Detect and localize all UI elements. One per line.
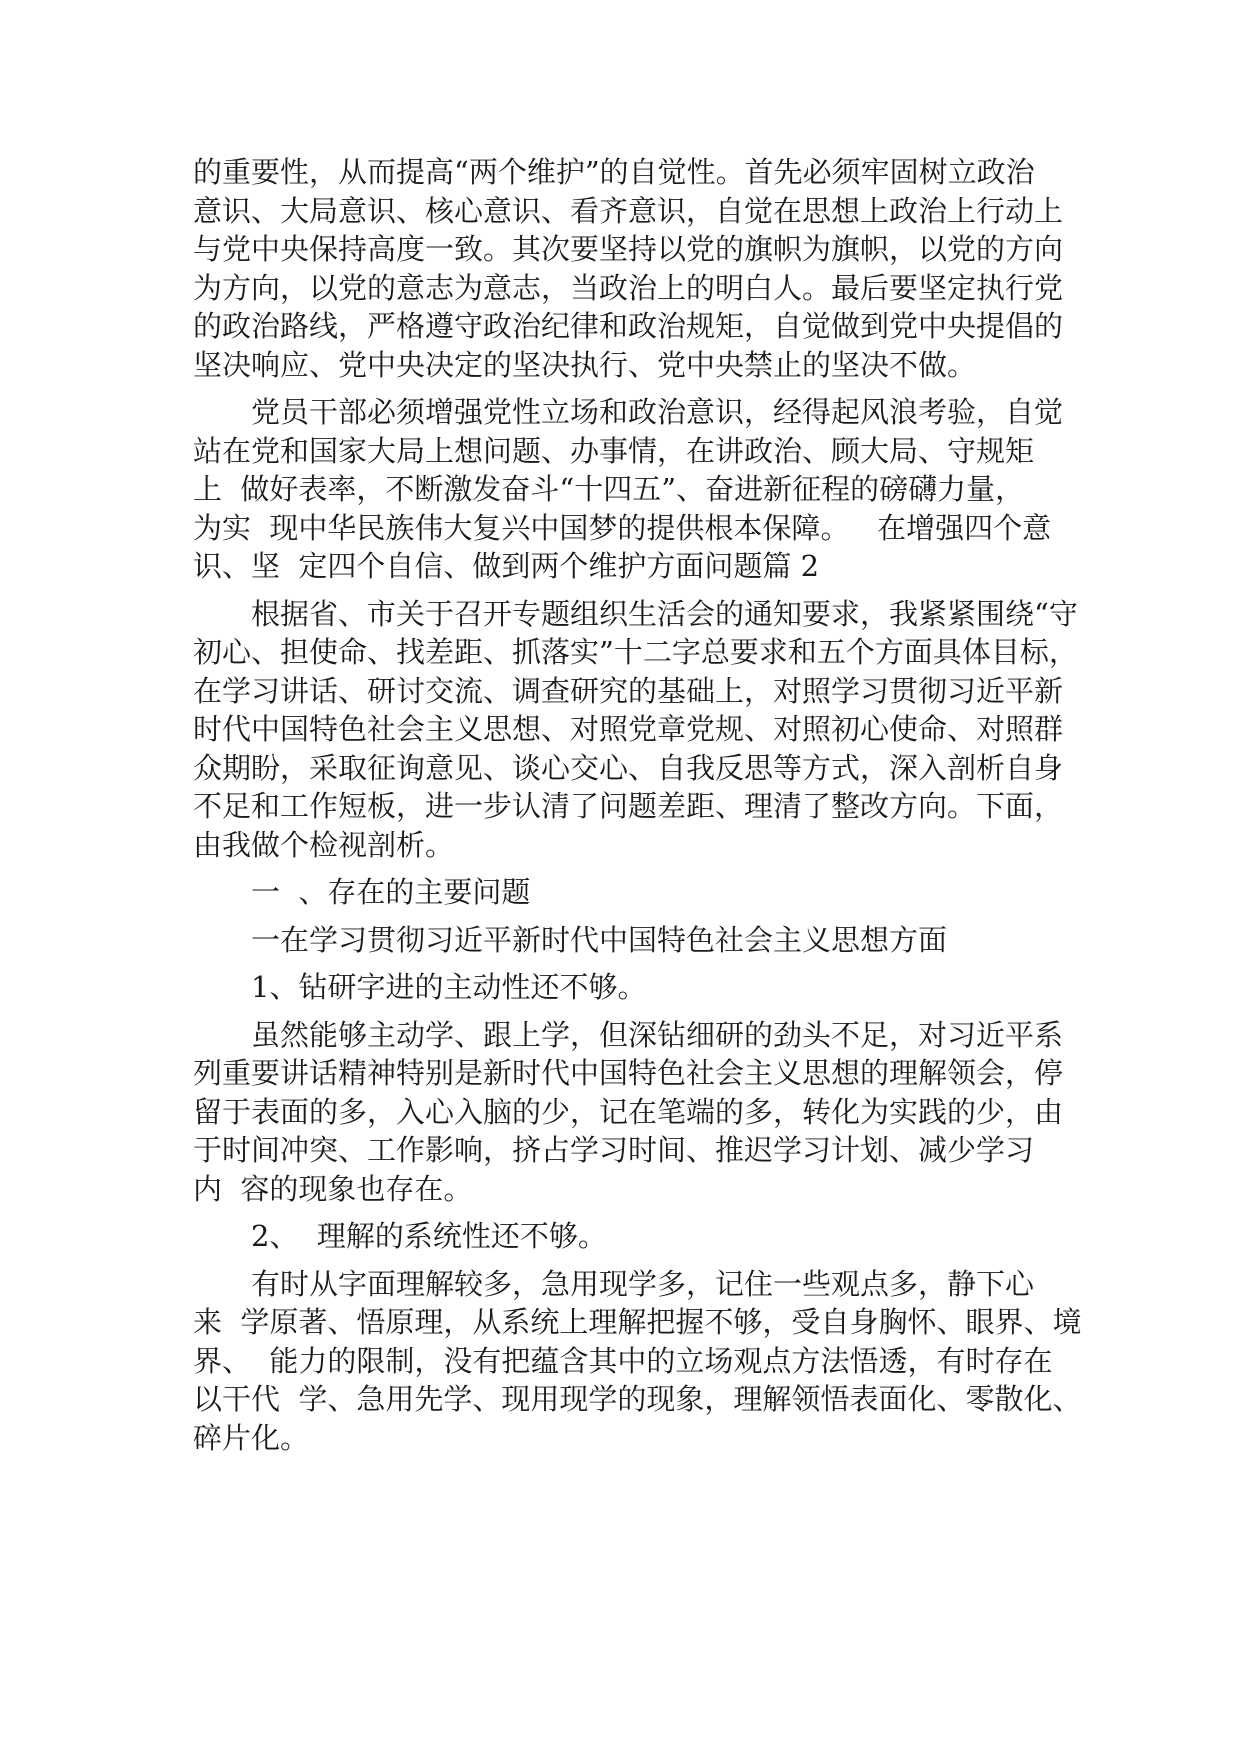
text-line: 党员干部必须增强党性立场和政治意识，经得起风浪考验，自觉 [251,395,1064,429]
text-line: 碎片化。 [193,1420,310,1455]
paragraph-5 [193,1265,1082,1458]
text-line: 在学习讲话、研讨交流、调查研究的基础上，对照学习贯彻习近平新 [193,673,1064,708]
text-line: 虽然能够主动学、跟上学，但深钻细研的劲头不足，对习近平系 [251,1017,1064,1052]
text-line: 的重要性，从而提高“两个维护”的自觉性。首先必须牢固树立政治 [193,155,1035,189]
item-heading-1 [193,968,1053,1007]
text-line: 时代中国特色社会主义思想、对照党章党规、对照初心使命、对照群 [193,712,1064,746]
text-line: 2、 理解的系统性还不够。 [251,1219,607,1253]
text-line: 初心、担使命、找差距、抓落实”十二字总要求和五个方面具体目标， [193,635,1078,669]
text-line: 众期盼，采取征询意见、谈心交心、自我反思等方式，深入剖析自身 [193,750,1064,785]
text-line: 界、 能力的限制，没有把蕴含其中的立场观点方法悟透，有时存在 [193,1343,1053,1378]
text-line: 1、钻研字进的主动性还不够。 [251,970,647,1004]
section-heading-1 [193,873,1053,912]
paragraph-4 [193,1016,1064,1209]
paragraph-1 [193,153,1064,384]
text-line: 一在学习贯彻习近平新时代中国特色社会主义思想方面 [251,922,948,957]
text-line: 于时间冲突、工作影响，挤占学习时间、推迟学习计划、减少学习 [193,1133,1035,1167]
text-line: 有时从字面理解较多，急用现学多，记住一些观点多，静下心 [251,1266,1035,1301]
text-line: 与党中央保持高度一致。其次要坚持以党的旗帜为旗帜，以党的方向 [193,232,1064,266]
text-line: 意识、大局意识、核心意识、看齐意识，自觉在思想上政治上行动上 [193,193,1064,228]
text-line: 不足和工作短板，进一步认清了问题差距、理清了整改方向。下面， [193,789,1064,823]
text-line: 以干代 学、急用先学、现用现学的现象，理解领悟表面化、零散化、 [193,1382,1082,1416]
item-heading-2 [193,1217,1053,1256]
text-line: 为方向，以党的意志为意志，当政治上的明白人。最后要坚定执行党 [193,270,1064,305]
text-line: 来 学原著、悟原理，从系统上理解把握不够，受自身胸怀、眼界、境 [193,1305,1082,1339]
text-line: 的政治路线，严格遵守政治纪律和政治规矩，自觉做到党中央提倡的 [193,309,1064,343]
text-line: 站在党和国家大局上想问题、办事情，在讲政治、顾大局、守规矩 [193,433,1035,468]
text-line: 上 做好表率，不断激发奋斗“十四五”、奋进新征程的磅礴力量， [193,472,1025,506]
paragraph-3 [193,595,1078,865]
text-line: 内 容的现象也存在。 [193,1171,473,1206]
text-line: 为实 现中华民族伟大复兴中国梦的提供根本保障。 在增强四个意 [193,510,1052,545]
paragraph-2 [193,393,1064,586]
text-line: 留于表面的多，入心入脑的少，记在笔端的多，转化为实践的少，由 [193,1094,1064,1129]
text-line: 坚决响应、党中央决定的坚决执行、党中央禁止的坚决不做。 [193,347,977,382]
text-line: 根据省、市关于召开专题组织生活会的通知要求，我紧紧围绕“守 [251,596,1078,631]
text-line: 一 、存在的主要问题 [251,875,531,909]
text-line: 由我做个检视剖析。 [193,827,455,862]
text-line: 识、坚 定四个自信、做到两个维护方面问题篇 2 [193,549,820,583]
document-body [193,153,1082,1466]
text-line: 列重要讲话精神特别是新时代中国特色社会主义思想的理解领会，停 [193,1056,1064,1090]
subsection-heading [193,921,1053,960]
